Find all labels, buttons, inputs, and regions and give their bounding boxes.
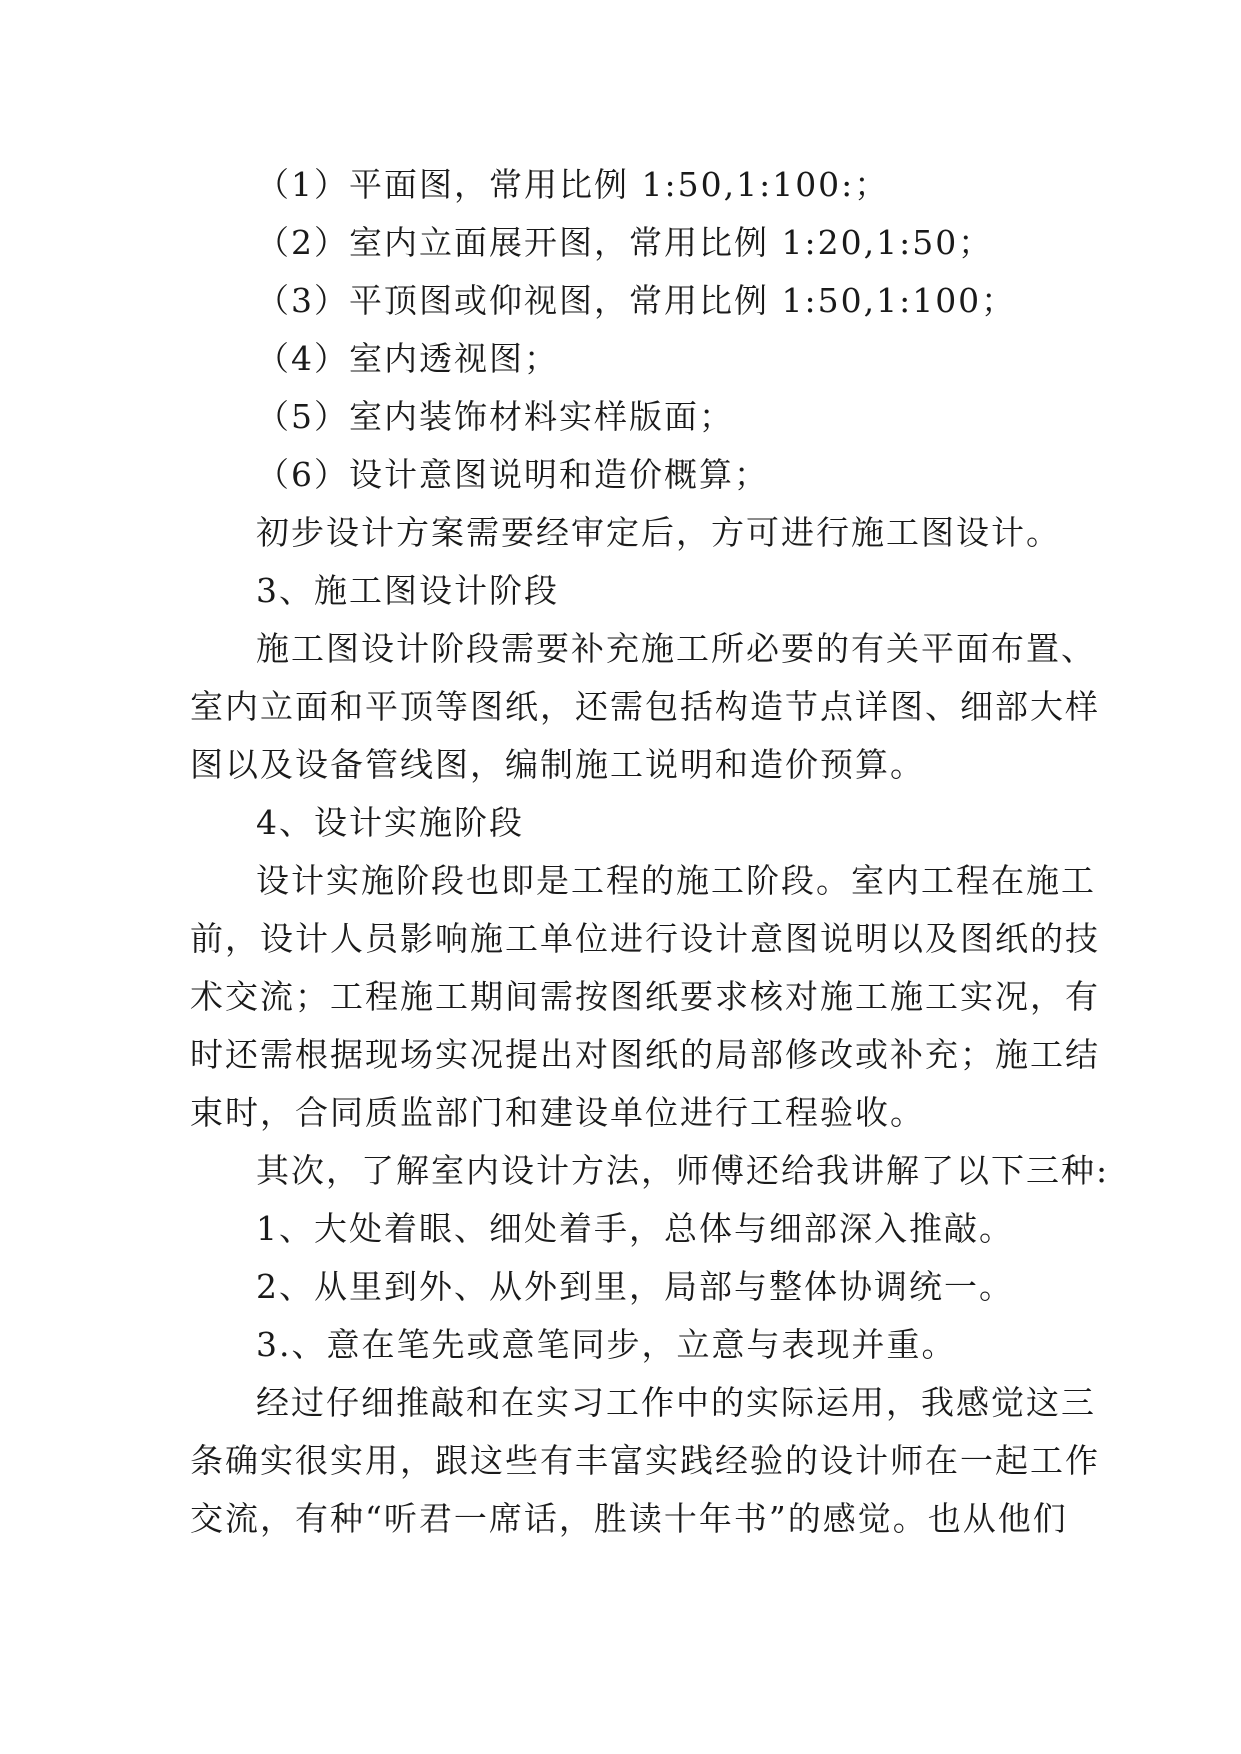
list-item: （4）室内透视图； [256,339,559,378]
section-heading-construction: 3、施工图设计阶段 [256,571,559,610]
document-body [190,156,1110,1548]
paragraph-methods-intro: 其次，了解室内设计方法，师傅还给我讲解了以下三种: [256,1151,1110,1190]
method-item: 3.、意在笔先或意笔同步，立意与表现并重。 [256,1325,957,1364]
paragraph-construction-line: 室内立面和平顶等图纸，还需包括构造节点详图、细部大样 [190,687,1100,726]
paragraph-implementation-line: 术交流；工程施工期间需按图纸要求核对施工施工实况，有 [190,977,1100,1016]
paragraph-implementation-line: 设计实施阶段也即是工程的施工阶段。室内工程在施工 [256,861,1096,900]
paragraph-construction-line: 图以及设备管线图，编制施工说明和造价预算。 [190,745,925,784]
paragraph-implementation-line: 时还需根据现场实况提出对图纸的局部修改或补充；施工结 [190,1035,1100,1074]
list-item: （1）平面图，常用比例 1:50,1:100:； [256,165,890,204]
list-item: （6）设计意图说明和造价概算； [256,455,769,494]
paragraph-implementation-line: 前，设计人员影响施工单位进行设计意图说明以及图纸的技 [190,919,1100,958]
paragraph-implementation-line: 束时，合同质监部门和建设单位进行工程验收。 [190,1093,925,1132]
paragraph-review: 初步设计方案需要经审定后，方可进行施工图设计。 [256,513,1061,552]
paragraph-conclusion-line: 经过仔细推敲和在实习工作中的实际运用，我感觉这三 [256,1383,1096,1422]
method-item: 2、从里到外、从外到里，局部与整体协调统一。 [256,1267,1014,1306]
paragraph-conclusion-line: 条确实很实用，跟这些有丰富实践经验的设计师在一起工作 [190,1441,1100,1480]
method-item: 1、大处着眼、细处着手，总体与细部深入推敲。 [256,1209,1014,1248]
list-item: （2）室内立面展开图，常用比例 1:20,1:50； [256,223,994,262]
list-item: （3）平顶图或仰视图，常用比例 1:50,1:100； [256,281,1017,320]
paragraph-construction-line: 施工图设计阶段需要补充施工所必要的有关平面布置、 [256,629,1096,668]
section-heading-implementation: 4、设计实施阶段 [256,803,524,842]
paragraph-conclusion-line: 交流，有种“听君一席话，胜读十年书”的感觉。也从他们 [190,1499,1068,1538]
list-item: （5）室内装饰材料实样版面； [256,397,734,436]
